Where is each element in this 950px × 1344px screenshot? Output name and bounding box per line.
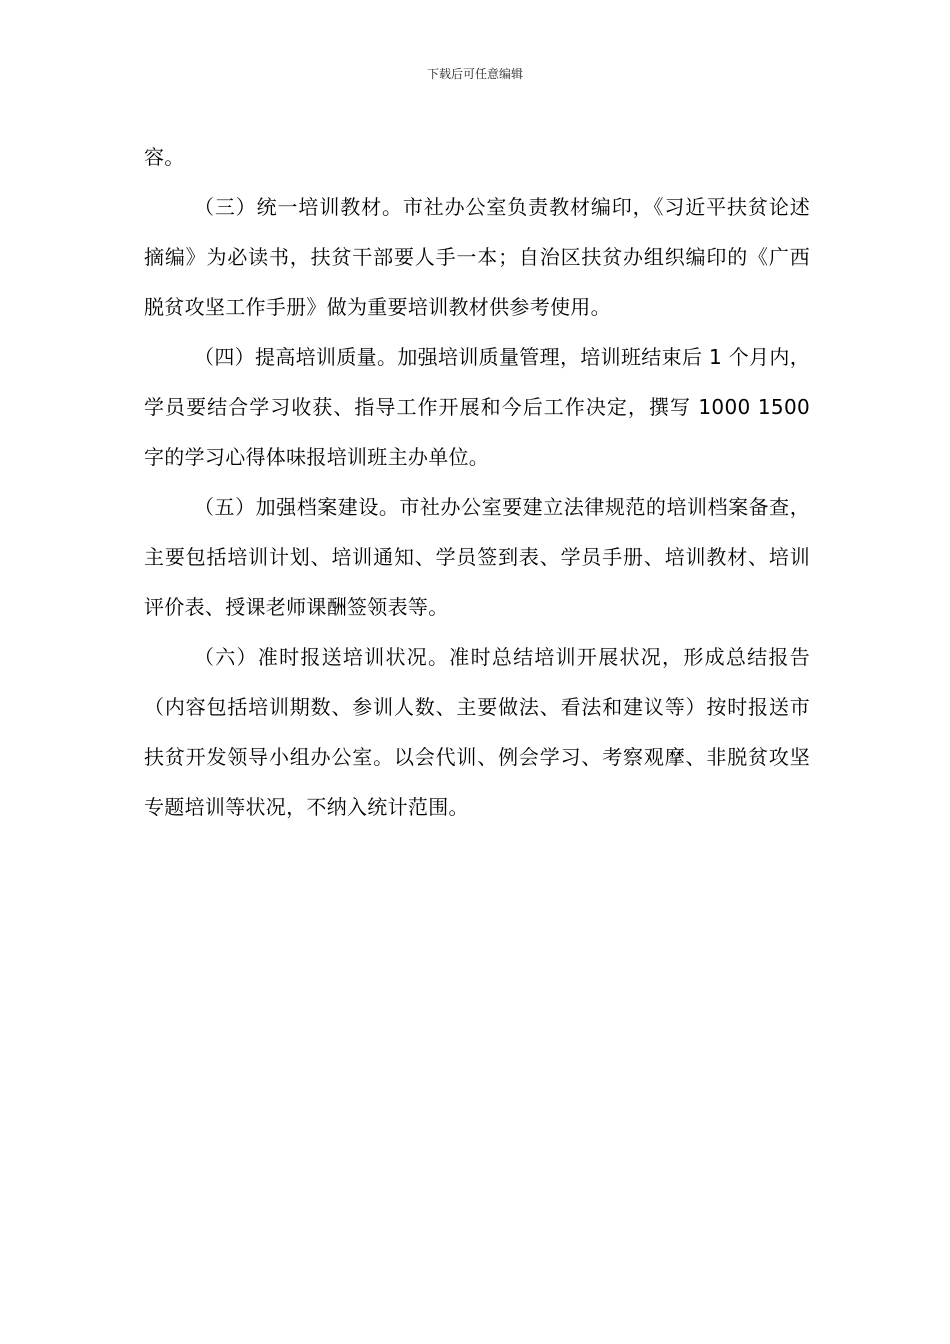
paragraph-unified-materials: （三）统一培训教材。市社办公室负责教材编印，《习近平扶贫论述摘编》为必读书，扶贫干部要人手一本；自治区扶贫办组织编印的《广西脱贫攻坚工作手册》做为重要培训教材供参考使用。 (144, 195, 810, 319)
paragraph-timely-report: （六）准时报送培训状况。准时总结培训开展状况，形成总结报告（内容包括培训期数、参训人数、主要做法、看法和建议等）按时报送市扶贫开发领导小组办公室。以会代训、例会学习、考察观摩、非脱贫攻坚专题培训等状况，不纳入统计范围。 (144, 645, 810, 819)
paragraph-archive-building: （五）加强档案建设。市社办公室要建立法律规范的培训档案备查，主要包括培训计划、培训通知、学员签到表、学员手册、培训教材、培训评价表、授课老师课酬签领表等。 (144, 495, 810, 619)
paragraph-continuation: 容。 (144, 145, 185, 169)
page-header: 下载后可任意编辑 (426, 67, 523, 81)
document-body (144, 132, 810, 832)
paragraph-training-quality: （四）提高培训质量。加强培训质量管理，培训班结束后 1 个月内，学员要结合学习收获、指导工作开展和今后工作决定，撰写 1000 1500 字的学习心得体味报培训班主办单位。 (144, 345, 810, 469)
